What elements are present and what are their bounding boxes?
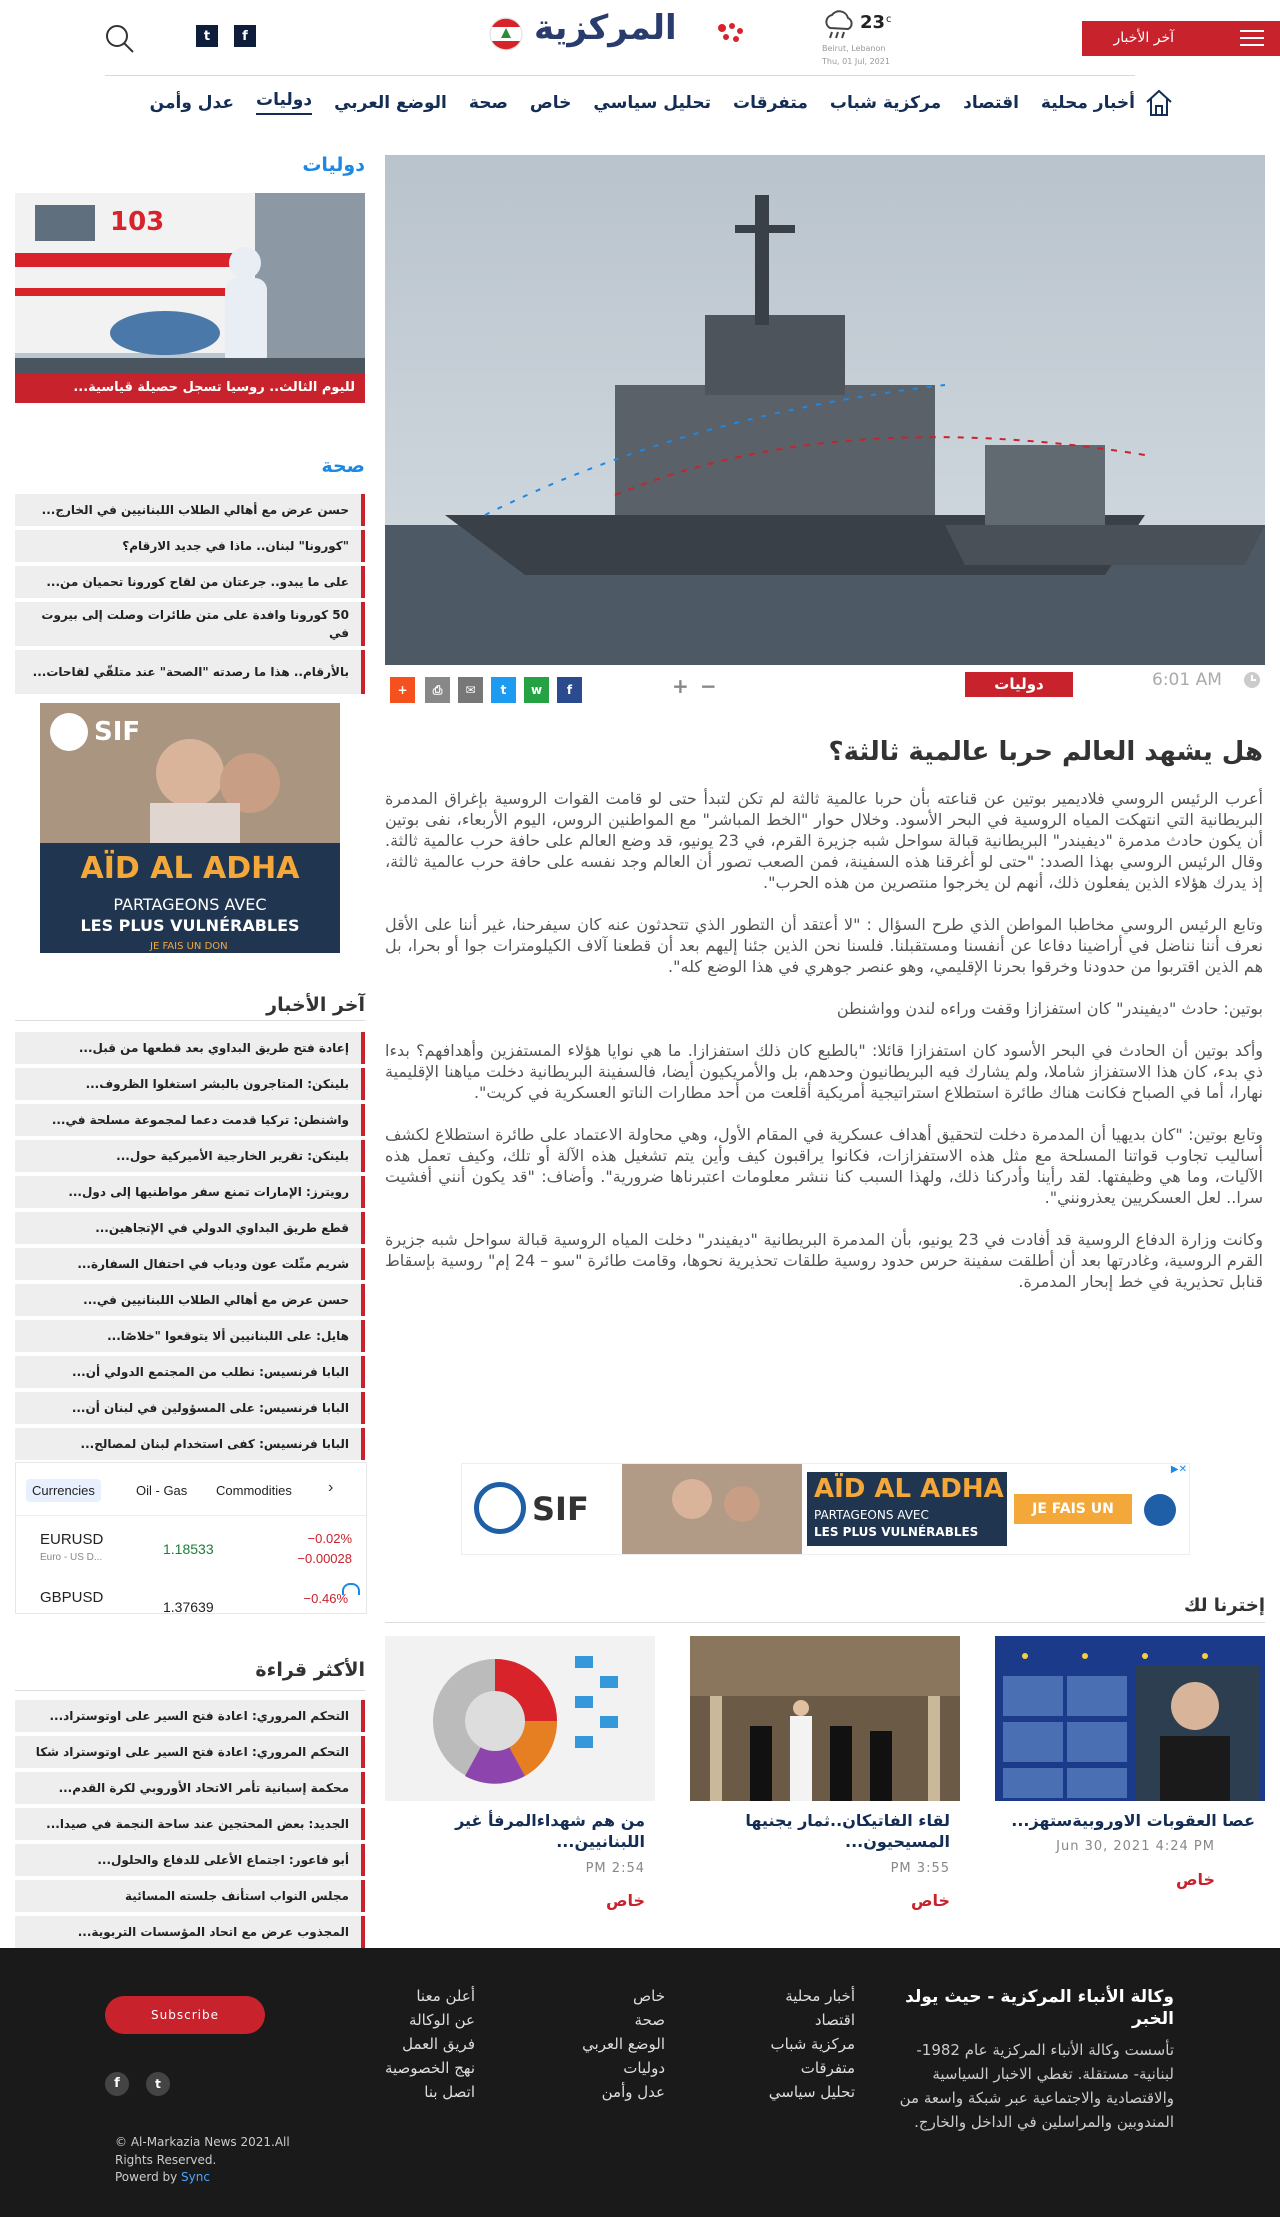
footer-powered xyxy=(115,2170,210,2184)
nav-item[interactable]: صحة xyxy=(468,92,508,113)
footer-link[interactable]: فريق العمل xyxy=(402,2035,475,2053)
inline-ad-photo xyxy=(622,1464,802,1554)
menu-icon[interactable] xyxy=(1240,30,1264,47)
list-item[interactable] xyxy=(15,1356,365,1388)
search-icon[interactable] xyxy=(104,23,136,55)
list-item-text: البابا فرنسيس: نطلب من المجتمع الدولي أن... xyxy=(72,1365,349,1379)
international-section-title: دوليات xyxy=(302,154,365,176)
international-feature-caption[interactable]: لليوم الثالث.. روسيا تسجل حصيلة قياسية... xyxy=(15,373,365,403)
related-section-title: إخترنا لك xyxy=(1184,1595,1265,1616)
list-item-text: البابا فرنسيس: على المسؤولين في لبنان أن... xyxy=(71,1401,349,1415)
latest-news-button[interactable] xyxy=(1082,21,1280,56)
list-item[interactable] xyxy=(15,1284,365,1316)
footer-link[interactable]: صحة xyxy=(634,2011,665,2029)
list-item[interactable] xyxy=(15,602,365,646)
market-price: 1.18533 xyxy=(163,1541,214,1557)
health-section-title: صحة xyxy=(321,455,365,477)
list-item-text: بلينكن: تقرير الخارجية الأميركية حول... xyxy=(116,1149,349,1163)
twitter-share-icon[interactable]: t xyxy=(491,677,516,703)
footer-powered-prefix: Powerd by xyxy=(115,2170,182,2184)
inline-ad-line2: LES PLUS VULNÉRABLES xyxy=(814,1525,979,1539)
list-item[interactable] xyxy=(15,494,365,526)
font-increase-icon[interactable]: + xyxy=(672,674,689,698)
related-card-image[interactable] xyxy=(385,1636,655,1801)
footer-col-1 xyxy=(705,1984,855,2104)
market-change: −0.00028 xyxy=(297,1551,352,1566)
list-item-text: واشنطن: تركيا قدمت دعما لمجموعة مسلحة في... xyxy=(51,1113,349,1127)
site-logo[interactable] xyxy=(488,8,748,58)
footer-link[interactable]: اقتصاد xyxy=(814,2011,855,2029)
related-card-image[interactable] xyxy=(995,1636,1265,1801)
footer-link[interactable]: الوضع العربي xyxy=(582,2035,665,2053)
nav-item[interactable]: أخبار محلية xyxy=(1040,92,1135,113)
nav-item[interactable]: عدل وأمن xyxy=(149,92,234,113)
inline-ad-line1: PARTAGEONS AVEC xyxy=(814,1508,929,1522)
list-item[interactable] xyxy=(15,1140,365,1172)
related-card-date: 2:54 PM xyxy=(585,1861,645,1876)
list-item-text: بلينكن: المتاجرون بالبشر استغلوا الظروف... xyxy=(85,1077,349,1091)
footer-link[interactable]: دوليات xyxy=(623,2059,665,2077)
list-item-text: إعادة فتح طريق البداوي بعد قطعها من قبل... xyxy=(78,1041,349,1055)
list-item-text: المجذوب عرض مع اتحاد المؤسسات التربوية... xyxy=(77,1925,349,1939)
list-item-text: البابا فرنسيس: كفى استخدام لبنان لمصالح... xyxy=(80,1437,349,1451)
nav-item[interactable]: خاص xyxy=(529,92,572,113)
footer-link[interactable]: مركزية شباب xyxy=(770,2035,855,2053)
main-nav xyxy=(128,90,1135,115)
related-card-image[interactable] xyxy=(690,1636,960,1801)
facebook-icon[interactable]: f xyxy=(234,25,256,47)
list-item[interactable] xyxy=(15,1176,365,1208)
list-item[interactable] xyxy=(15,1248,365,1280)
site-footer xyxy=(0,1948,1280,2217)
related-card-category[interactable]: خاص xyxy=(910,1891,950,1910)
print-icon[interactable]: ⎙ xyxy=(425,677,450,703)
footer-link[interactable]: عدل وأمن xyxy=(601,2083,665,2101)
list-item-text: على ما يبدو.. جرعتان من لقاح كورونا تحميان من... xyxy=(46,575,349,589)
infographic-photo xyxy=(385,1636,655,1801)
nav-item[interactable]: الوضع العربي xyxy=(334,92,447,113)
ad-cta[interactable]: JE FAIS UN DON xyxy=(150,941,228,952)
market-tab-currencies[interactable]: Currencies xyxy=(26,1479,101,1502)
article-paragraph: أعرب الرئيس الروسي فلاديمير بوتين عن قناعته بأن حربا عالمية ثالثة لم تكن لتبدأ حتى لو قامت القوات الروسية بإغراق المدمرة البريطانية التي انتهكت المياه الروسية في البحر الأسود. وخلال حوار "الخط المباشر" مع المواطنين الروس، اليوم الأربعاء، نفى بوتين أن يكون حادث مدمرة "ديفيندر" البريطانية قبالة سواحل شبه جزيرة القرم، في 23 يونيو، قد وضع العالم على حافة حرب عالمية ثالثة. وقال الرئيس الروسي بهذا الصدد: "حتى لو أغرقنا هذه السفينة، فمن الصعب تصور أن العالم وجد نفسه على حافة حرب عالمية ثالثة، إذ يدرك هؤلاء الذين يفعلون ذلك، أنهم لن يخرجوا منتصرين من هذه الحرب". xyxy=(385,789,1263,892)
list-item-text: التحكم المروري: اعادة فتح السير على اوتوستراد شكا xyxy=(35,1745,349,1759)
article-body xyxy=(385,788,1263,1313)
list-item-text: الجديد: بعض المحتجين عند ساحة النجمة في صيدا... xyxy=(46,1817,349,1831)
article-hero-image xyxy=(385,155,1265,665)
most-read-section-title: الأكثر قراءة xyxy=(255,1659,365,1681)
footer-facebook-icon[interactable]: f xyxy=(105,2072,129,2096)
list-item[interactable] xyxy=(15,1032,365,1064)
ambulance-number: 103 xyxy=(110,207,165,237)
market-widget-logo-icon xyxy=(342,1583,360,1595)
footer-link[interactable]: نهج الخصوصية xyxy=(384,2059,475,2077)
list-item-text: "كورونا" لبنان.. ماذا في جديد الارقام؟ xyxy=(122,539,349,553)
eu-meeting-photo xyxy=(995,1636,1265,1801)
market-symbol-2[interactable]: GBPUSD xyxy=(40,1589,104,1606)
vatican-photo xyxy=(690,1636,960,1801)
market-widget xyxy=(15,1462,367,1614)
list-item[interactable] xyxy=(15,1212,365,1244)
related-card-title[interactable]: عصا العقوبات الاوروبيةستهز... xyxy=(1011,1811,1255,1830)
list-item[interactable] xyxy=(15,1916,365,1948)
ad-line2: LES PLUS VULNÉRABLES xyxy=(80,916,300,935)
article-category-badge[interactable]: دوليات xyxy=(965,672,1073,697)
footer-link[interactable]: اتصل بنا xyxy=(424,2083,475,2101)
related-divider xyxy=(385,1622,1265,1623)
list-item-text: التحكم المروري: اعادة فتح السير على اوتوستراد... xyxy=(49,1709,349,1723)
article-paragraph: بوتين: حادث "ديفيندر" كان استفزازا وقفت وراءه لندن وواشنطن xyxy=(836,999,1263,1018)
related-card-date: Jun 30, 2021 4:24 PM xyxy=(1056,1839,1215,1854)
list-item-text: هايل: على اللبنانيين ألا يتوقعوا "خلاصًا... xyxy=(107,1329,349,1343)
list-item[interactable] xyxy=(15,1844,365,1876)
nav-item[interactable]: تحليل سياسي xyxy=(593,92,711,113)
article-paragraph: وأكد بوتين أن الحادث في البحر الأسود كان استفزازا قائلا: "بالطبع كان ذلك استفزازا. ما هي نوايا هؤلاء المستفزين وأهدافهم؟ بدءا ذي بدء، كان هذا الاستفزاز شاملا، ولم يشارك فيه البريطانيون وحدهم، بل والأمريكيون أيضا، فالسفينة البريطانية دخلت مياهنا الإقليمية نهارا، أما في الصباح فكانت هناك طائرة استطلاع استراتيجية أمريكية أقلعت من أحد مطارات الناتو العسكرية في كريت". xyxy=(385,1041,1263,1102)
nav-item[interactable]: دوليات xyxy=(256,90,312,115)
rain-cloud-icon xyxy=(822,10,856,40)
international-feature-card[interactable] xyxy=(15,193,365,403)
list-item[interactable] xyxy=(15,1428,365,1460)
ad-headline: AÏD AL ADHA xyxy=(80,851,300,886)
ad-line1: PARTAGEONS AVEC xyxy=(113,895,267,914)
article-paragraph: وتابع بوتين: "كان بديهيا أن المدمرة دخلت لتحقيق أهداف عسكرية في المقام الأول، وهي محاولة الاعتماد على طائرة استطلاع لكشف أساليب تجاوب قواتنا المسلحة مع مثل هذه الاستفزازات، فكانوا يراقبون كيف وأين يتم تشغيل هذه الآلة أو تلك، وكيف تعمل هذه الآليات، وما هي وظيفتها. لقد رأينا وأدركنا ذلك، ولهذا السبب كنا ننشر معلومات اعتبرناها ضرورية". وأضاف: "قد يكون أنني أفشيت سرا.. لعل العسكريين يعذرونني". xyxy=(385,1125,1263,1207)
list-item[interactable] xyxy=(15,1104,365,1136)
facebook-share-icon[interactable]: f xyxy=(557,677,582,703)
weather-location: Beirut, Lebanon xyxy=(822,44,886,53)
list-item[interactable] xyxy=(15,1772,365,1804)
latest-divider xyxy=(15,1020,365,1021)
footer-powered-brand[interactable]: Sync xyxy=(181,2170,210,2184)
sif-logo-icon xyxy=(474,1482,526,1534)
inline-ad-cta[interactable]: JE FAIS UN DON xyxy=(1014,1494,1132,1524)
weather-temp: 23 xyxy=(860,12,886,33)
list-item[interactable] xyxy=(15,650,365,694)
market-tab-oil[interactable]: Oil - Gas xyxy=(136,1483,188,1498)
list-item-text: شريم مثّلت عون ودياب في احتفال السفارة... xyxy=(77,1257,349,1271)
market-symbol[interactable]: EURUSD xyxy=(40,1531,104,1548)
latest-section-title: آخر الأخبار xyxy=(266,994,365,1016)
list-item[interactable] xyxy=(15,1736,365,1768)
email-share-icon[interactable]: ✉ xyxy=(458,677,483,703)
market-pct: −0.02% xyxy=(307,1531,352,1546)
list-item-text: حسن عرض مع أهالي الطلاب اللبنانيين في الخارج... xyxy=(41,503,349,517)
warship-photo xyxy=(385,155,1265,665)
footer-link[interactable]: خاص xyxy=(633,1987,665,2005)
related-card-title[interactable]: من هم شهداءالمرفأ غير اللبنانيين... xyxy=(455,1811,645,1851)
related-card-category[interactable]: خاص xyxy=(605,1891,645,1910)
chevron-right-icon[interactable]: › xyxy=(328,1479,334,1496)
nav-item[interactable]: متفرقات xyxy=(732,92,808,113)
footer-col-3 xyxy=(325,1984,475,2104)
list-item[interactable] xyxy=(15,530,365,562)
footer-col-2 xyxy=(515,1984,665,2104)
footer-about-title: وكالة الأنباء المركزية - حيث يولد الخبر xyxy=(905,1987,1174,2029)
inline-ad-brand: SIF xyxy=(532,1490,589,1528)
font-decrease-icon[interactable]: − xyxy=(700,674,717,698)
footer-link[interactable]: أخبار محلية xyxy=(785,1987,855,2005)
article-paragraph: وكانت وزارة الدفاع الروسية قد أفادت في 23 يونيو، بأن المدمرة البريطانية "ديفيندر" دخلت المياه الروسية قبالة سواحل شبه جزيرة القرم الروسية، وغادرتها بعد أن أطلقت سفينة حرس حدود روسية طلقات تحذيرية نحوها، وقامت طائرة "سو – 24 إم" روسية بإسقاط قنابل تحذيرية في خط إبحار المدمرة. xyxy=(385,1230,1264,1291)
list-item-text: 50 كورونا وافدة على متن طائرات وصلت إلى بيروت في xyxy=(41,608,349,640)
logo-dots-icon xyxy=(716,22,746,44)
list-item[interactable] xyxy=(15,1808,365,1840)
related-card-title[interactable]: لقاء الفاتيكان..ثمار يجنيها المسيحيون... xyxy=(745,1811,950,1851)
footer-link[interactable]: أعلن معنا xyxy=(416,1987,475,2005)
list-item-text: رويترز: الإمارات تمنع سفر مواطنيها إلى دول... xyxy=(68,1185,349,1199)
logo-text: المركزية xyxy=(534,8,677,48)
market-name: Euro - US D... xyxy=(40,1552,103,1563)
most-read-list xyxy=(15,1700,365,1952)
market-price-2: 1.37639 xyxy=(163,1599,214,1614)
article-time: 6:01 AM xyxy=(1152,670,1222,690)
health-list xyxy=(15,494,365,698)
sidebar-ad[interactable] xyxy=(40,703,340,953)
ad-choices-icon[interactable]: ▶✕ xyxy=(1170,1464,1187,1475)
clock-icon xyxy=(1243,671,1261,689)
footer-about-text: تأسست وكالة الأنباء المركزية عام 1982- لبنانية- مستقلة. تغطي الاخبار السياسية والاقتصادية والاجتماعية عبر شبكة واسعة من المندوبين والمراسلين في الداخل والخارج. xyxy=(899,2041,1174,2131)
footer-link[interactable]: تحليل سياسي xyxy=(768,2083,855,2101)
footer-copyright: © Al-Markazia News 2021.All Rights Reserved. xyxy=(115,2135,290,2167)
market-tab-commodities[interactable]: Commodities xyxy=(216,1483,292,1498)
twitter-icon[interactable]: t xyxy=(196,25,218,47)
list-item-text: محكمة إسبانية تأمر الاتحاد الأوروبي لكرة القدم... xyxy=(58,1781,349,1795)
footer-link[interactable]: عن الوكالة xyxy=(409,2011,475,2029)
nav-item[interactable]: اقتصاد xyxy=(963,92,1019,113)
home-icon[interactable] xyxy=(1144,88,1174,118)
weather-date: Thu, 01 Jul, 2021 xyxy=(822,57,890,66)
lebanon-flag-icon xyxy=(488,16,524,52)
related-card-date: 3:55 PM xyxy=(890,1861,950,1876)
whatsapp-share-icon[interactable]: w xyxy=(524,677,549,703)
inline-ad[interactable] xyxy=(461,1463,1190,1555)
list-item-text: أبو فاعور: اجتماع الأعلى للدفاع والحلول... xyxy=(97,1853,349,1867)
subscribe-button[interactable]: Subscribe xyxy=(105,1996,265,2034)
list-item[interactable] xyxy=(15,1700,365,1732)
list-item-text: قطع طريق البداوي الدولي في الإتجاهين... xyxy=(95,1221,349,1235)
latest-list xyxy=(15,1032,365,1464)
more-share-icon[interactable]: + xyxy=(390,677,415,703)
article-title: هل يشهد العالم حربا عالمية ثالثة؟ xyxy=(828,737,1263,767)
most-read-divider xyxy=(15,1690,365,1691)
ad-brand: SIF xyxy=(94,717,141,747)
list-item[interactable] xyxy=(15,1320,365,1352)
weather-widget xyxy=(822,8,912,70)
footer-link[interactable]: متفرقات xyxy=(800,2059,855,2077)
header-divider xyxy=(105,75,1135,76)
weather-unit: c xyxy=(886,14,892,25)
inline-ad-headline: AÏD AL ADHA xyxy=(814,1474,1004,1504)
list-item[interactable] xyxy=(15,1392,365,1424)
related-card-category[interactable]: خاص xyxy=(1175,1870,1215,1889)
don-badge-icon xyxy=(1144,1494,1176,1526)
latest-news-label: آخر الأخبار xyxy=(1113,30,1174,46)
footer-twitter-icon[interactable]: t xyxy=(146,2072,170,2096)
sif-logo-icon xyxy=(50,713,88,751)
list-item-text: بالأرقام.. هذا ما رصدته "الصحة" عند متلقّي لقاحات... xyxy=(32,665,349,679)
list-item-text: مجلس النواب استأنف جلسته المسائية xyxy=(125,1889,349,1903)
ambulance-photo xyxy=(15,193,365,403)
list-item[interactable] xyxy=(15,566,365,598)
list-item[interactable] xyxy=(15,1880,365,1912)
list-item[interactable] xyxy=(15,1068,365,1100)
list-item-text: حسن عرض مع أهالي الطلاب اللبنانيين في... xyxy=(83,1293,349,1307)
article-paragraph: وتابع الرئيس الروسي مخاطبا المواطن الذي طرح السؤال : "لا أعتقد أن التطور الذي تتحدثون عنه كان سيفرحنا، غير أننا على الأقل نعرف أننا نناضل في أراضينا دفاعا عن أنفسنا ومستقبلنا. فلسنا نحن الذين جئنا إليهم بعد أن قطعنا آلاف الكيلومترات جوا أو بحرا، بل هم الذين اقتربوا من حدودنا وخرقوا بحرنا الإقليمي، وهو عنصر جوهري في هذا الوضع كله". xyxy=(385,915,1263,976)
nav-item[interactable]: مركزية شباب xyxy=(829,92,942,113)
market-pct-2: −0.46% xyxy=(303,1591,348,1606)
